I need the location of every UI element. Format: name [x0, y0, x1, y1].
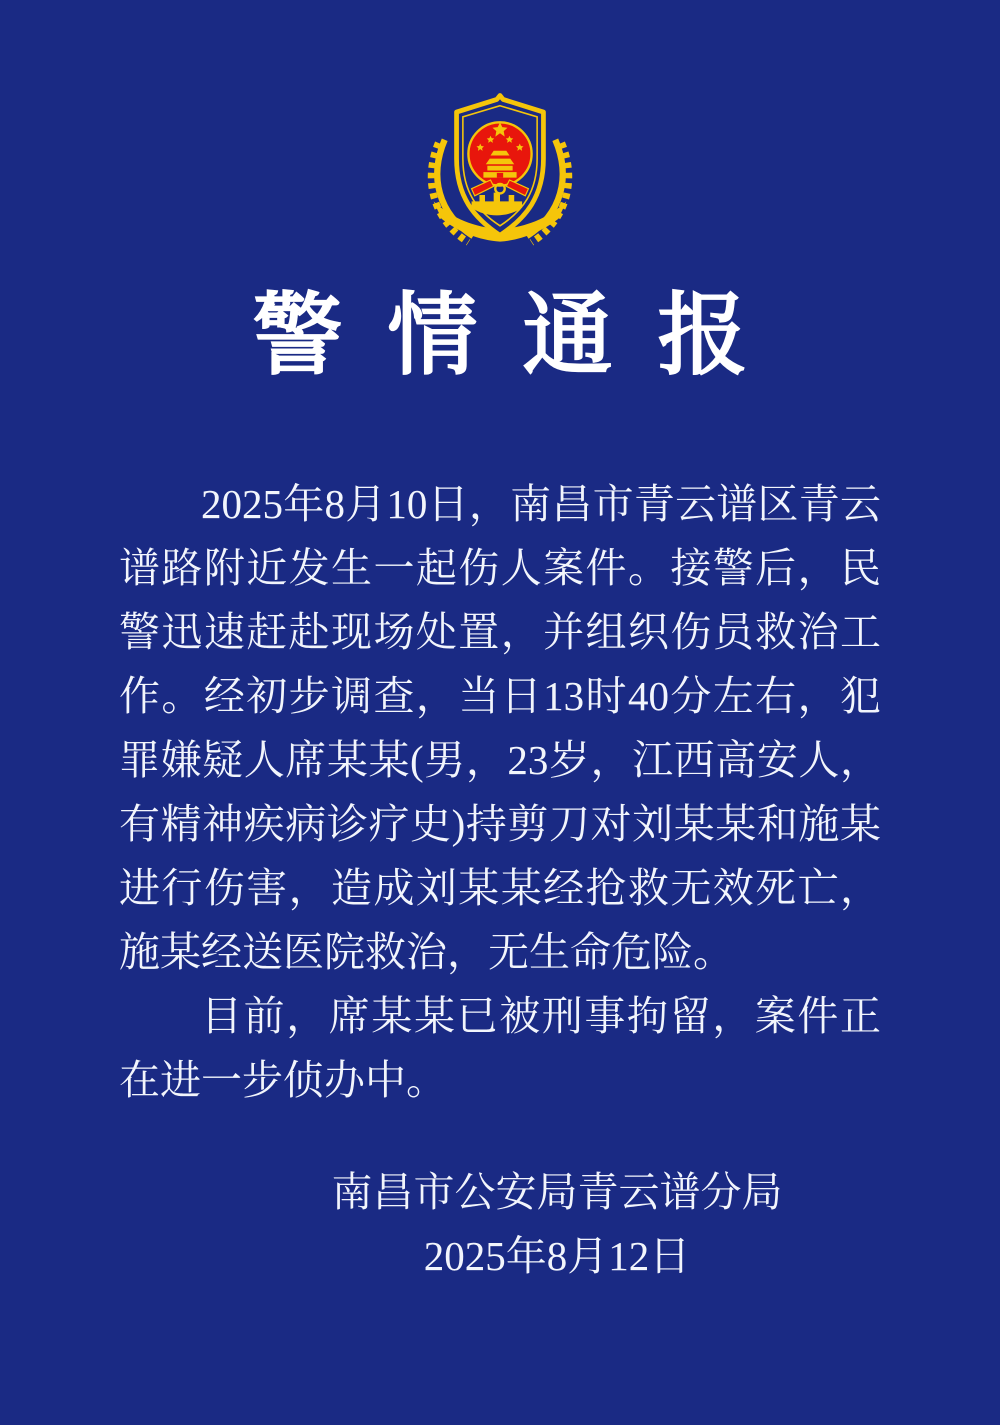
notice-title: 警情通报 [252, 286, 793, 386]
body-paragraph-2: 目前，席某某已被刑事拘留，案件正在进一步侦办中。 [119, 993, 881, 1104]
body-paragraph-1: 2025年8月10日，南昌市青云谱区青云谱路附近发生一起伤人案件。接警后，民警迅速赶赴现场处置，并组织伤员救治工作。经初步调查，当日13时40分左右，犯罪嫌疑人席某某(男，23岁，江西高安人，有精神疾病诊疗史)持剪刀对刘某某和施某进行伤害，造成刘某某经抢救无效死亡，施某经送医院救治，无生命危险。 [119, 481, 881, 976]
issuer-name: 南昌市公安局青云谱分局 [331, 1169, 783, 1216]
notice-body [119, 472, 881, 1112]
police-badge-emblem [421, 86, 579, 252]
signature-block [57, 1160, 1000, 1288]
issue-date: 2025年8月12日 [423, 1233, 691, 1280]
